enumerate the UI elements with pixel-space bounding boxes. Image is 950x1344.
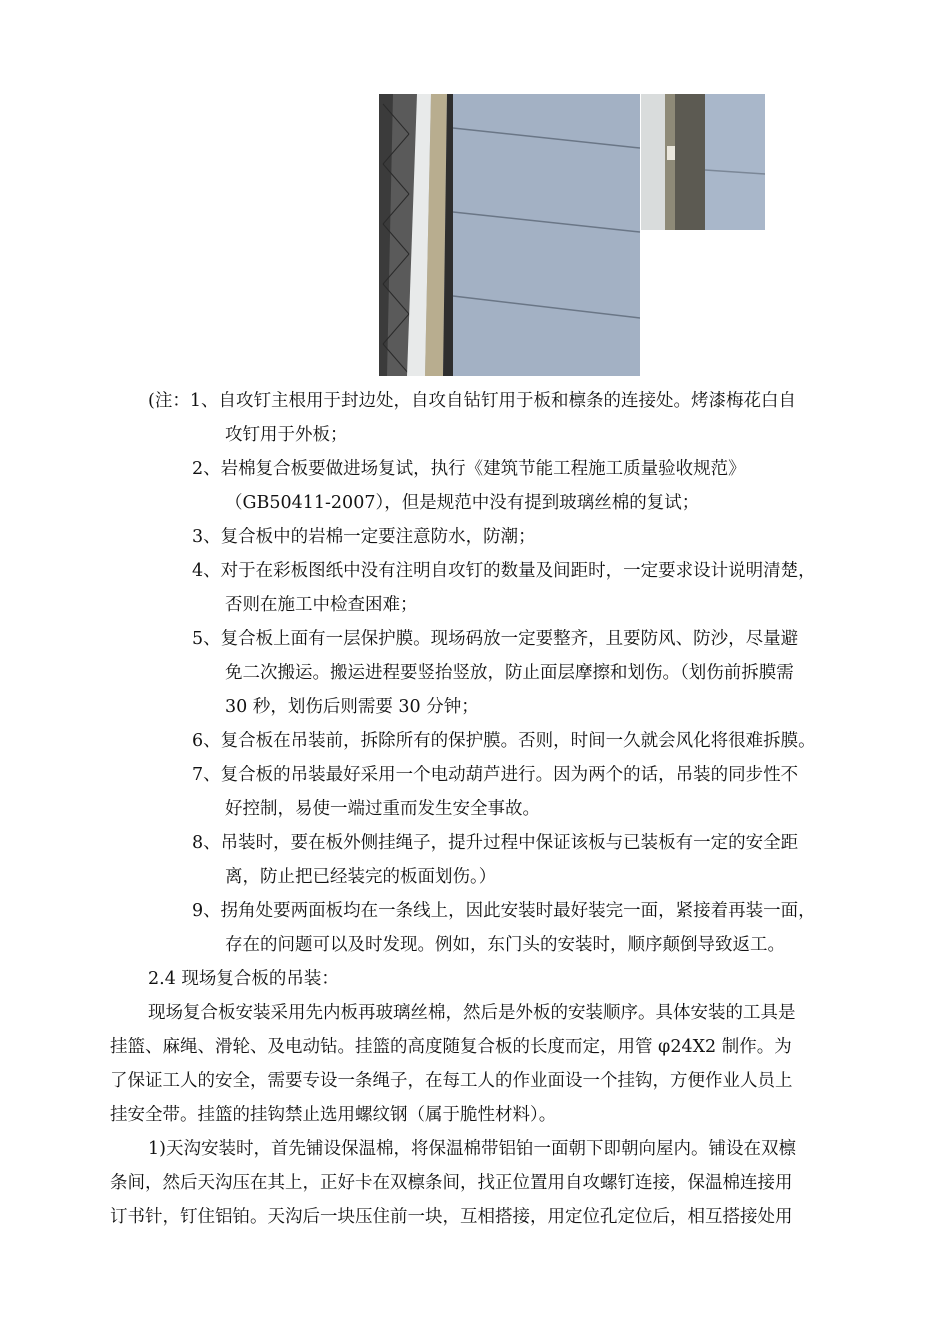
para2-line-1: 1)天沟安装时，首先铺设保温棉，将保温棉带铝铂一面朝下即朝向屋内。铺设在双檩 xyxy=(148,1139,796,1159)
note-1-line-1: (注：1、自攻钉主根用于封边处，自攻自钻钉用于板和檩条的连接处。烤漆梅花白自 xyxy=(148,391,796,411)
note-8-line-1: 8、吊装时，要在板外侧挂绳子，提升过程中保证该板与已装板有一定的安全距 xyxy=(192,833,799,853)
note-4-line-1: 4、对于在彩板图纸中没有注明自攻钉的数量及间距时，一定要求设计说明清楚， xyxy=(192,561,816,581)
section-heading: 2.4 现场复合板的吊装： xyxy=(148,969,339,989)
note-8-line-2: 离，防止把已经装完的板面划伤。） xyxy=(225,867,497,887)
note-7-line-1: 7、复合板的吊装最好采用一个电动葫芦进行。因为两个的话，吊装的同步性不 xyxy=(192,765,799,785)
main-photo xyxy=(379,94,640,376)
note-9-line-2: 存在的问题可以及时发现。例如，东门头的安装时，顺序颠倒导致返工。 xyxy=(225,935,785,955)
para2-line-2: 条间，然后天沟压在其上，正好卡在双檩条间，找正位置用自攻螺钉连接，保温棉连接用 xyxy=(110,1173,793,1193)
para2-line-3: 订书针，钉住铝铂。天沟后一块压住前一块，互相搭接，用定位孔定位后，相互搭接处用 xyxy=(110,1207,793,1227)
note-3-line-1: 3、复合板中的岩棉一定要注意防水，防潮； xyxy=(192,527,536,547)
para1-line-4: 挂安全带。挂篮的挂钩禁止选用螺纹钢（属于脆性材料）。 xyxy=(110,1105,557,1125)
note-2-line-1: 2、岩棉复合板要做进场复试，执行《建筑节能工程施工质量验收规范》 xyxy=(192,459,746,479)
note-5-line-3: 30 秒，划伤后则需要 30 分钟； xyxy=(225,697,479,717)
detail-photo xyxy=(641,94,765,230)
para1-line-2: 挂篮、麻绳、滑轮、及电动钻。挂篮的高度随复合板的长度而定，用管 φ24X2 制作。为 xyxy=(110,1037,792,1057)
note-7-line-2: 好控制，易使一端过重而发生安全事故。 xyxy=(225,799,540,819)
note-6-line-1: 6、复合板在吊装前，拆除所有的保护膜。否则，时间一久就会风化将很难拆膜。 xyxy=(192,731,816,751)
note-1-line-2: 攻钉用于外板； xyxy=(225,425,348,445)
note-5-line-2: 免二次搬运。搬运进程要竖抬竖放，防止面层摩擦和划伤。（划伤前拆膜需 xyxy=(225,663,794,683)
note-4-line-2: 否则在施工中检查困难； xyxy=(225,595,418,615)
note-2-line-2: （GB50411-2007），但是规范中没有提到玻璃丝棉的复试； xyxy=(225,493,700,513)
para1-line-3: 了保证工人的安全，需要专设一条绳子，在每工人的作业面设一个挂钩，方便作业人员上 xyxy=(110,1071,793,1091)
para1-line-1: 现场复合板安装采用先内板再玻璃丝棉，然后是外板的安装顺序。具体安装的工具是 xyxy=(148,1003,796,1023)
note-9-line-1: 9、拐角处要两面板均在一条线上，因此安装时最好装完一面，紧接着再装一面， xyxy=(192,901,816,921)
note-5-line-1: 5、复合板上面有一层保护膜。现场码放一定要整齐，且要防风、防沙，尽量避 xyxy=(192,629,799,649)
panel-installation-photo xyxy=(379,94,765,376)
